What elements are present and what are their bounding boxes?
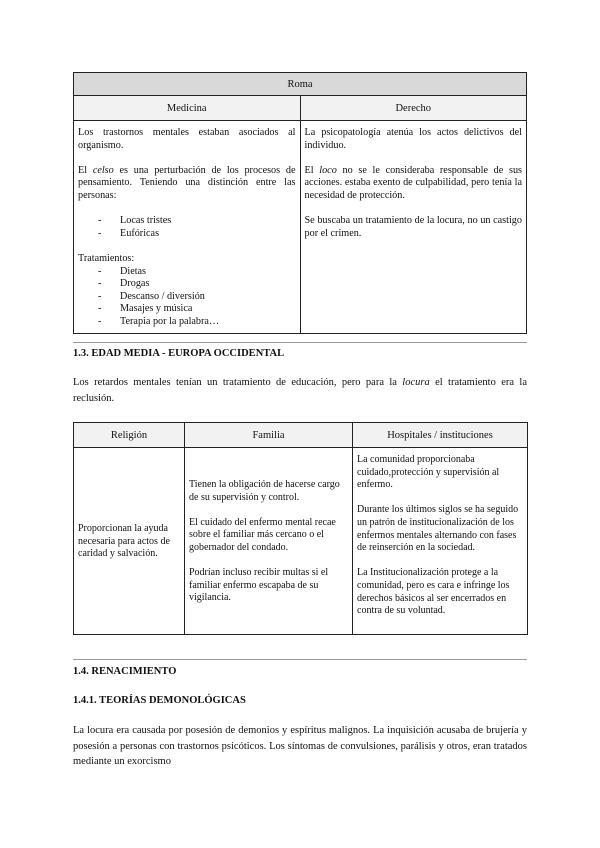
list-item: - Eufóricas xyxy=(78,228,296,241)
familia-p1: Tienen la obligación de hacerse cargo de su supervisión y control. xyxy=(189,479,340,503)
roma-title: Roma xyxy=(74,73,527,96)
section-141-heading: 1.4.1. TEORÍAS DEMONOLÓGICAS xyxy=(73,695,246,706)
familia-p3: Podrían incluso recibir multas si el familiar enfermo escapaba de su vigilancia. xyxy=(189,567,329,604)
familia-cell xyxy=(185,448,353,635)
derecho-cell xyxy=(300,121,527,334)
derecho-p3: Se buscaba un tratamiento de la locura, no un castigo por el crimen. xyxy=(304,215,522,239)
medicina-p2: El celso es una perturbación de los procesos de pensamiento. Teniendo una distinción entre las personas: xyxy=(78,164,296,201)
section-divider xyxy=(73,659,527,660)
tratamientos-list xyxy=(78,266,296,329)
section-divider xyxy=(73,342,527,343)
list-item: - Descanso / diversión xyxy=(78,291,296,304)
tratamientos-label: Tratamientos: xyxy=(78,252,135,264)
medicina-p1: Los trastornos mentales estaban asociados al organismo. xyxy=(78,127,296,151)
medicina-cell xyxy=(74,121,301,334)
list-item: - Masajes y música xyxy=(78,303,296,316)
list-item: - Locas tristes xyxy=(78,215,296,228)
section-13-text: Los retardos mentales tenían un tratamiento de educación, pero para la locura el tratamiento era la reclusión. xyxy=(73,377,527,404)
hospitales-p3: La Institucionalización protege a la comunidad, pero es cara e infringe los derechos básicos al ser encerrados en contra de su voluntad. xyxy=(357,567,510,617)
hospitales-p1: La comunidad proporcionaba cuidado,protección y supervisión al enfermo. xyxy=(357,454,500,491)
list-item: - Dietas xyxy=(78,266,296,279)
roma-table xyxy=(73,72,527,334)
section-14-heading: 1.4. RENACIMIENTO xyxy=(73,666,177,677)
list-item: - Terapia por la palabra… xyxy=(78,316,296,329)
edad-media-table xyxy=(73,422,528,635)
derecho-p1: La psicopatología atenúa los actos delictivos del individuo. xyxy=(304,127,522,151)
religion-header: Religión xyxy=(74,423,185,448)
hospitales-cell xyxy=(353,448,528,635)
hospitales-p2: Durante los últimos siglos se ha seguido un patrón de institucionalización de los enfermos mentales alternando con fases de reinserción en la sociedad. xyxy=(357,504,519,554)
derecho-p2: El loco no se le consideraba responsable de sus acciones. estaba exento de culpabilidad, pero tenía la necesidad de protección. xyxy=(304,164,523,201)
section-141-text: La locura era causada por posesión de demonios y espíritus malignos. La inquisición acusaba de brujería y posesión a personas con trastornos psicóticos. Los síntomas de convulsiones, parálisis y otros, eran tratados mediante un exorcismo xyxy=(73,725,527,768)
religion-cell: Proporcionan la ayuda necesaria para actos de caridad y salvación. xyxy=(74,448,185,635)
medicina-header: Medicina xyxy=(74,96,301,121)
personas-list xyxy=(78,215,296,240)
list-item: - Drogas xyxy=(78,278,296,291)
section-13-heading: 1.3. EDAD MEDIA - EUROPA OCCIDENTAL xyxy=(73,348,285,359)
hospitales-header: Hospitales / instituciones xyxy=(353,423,528,448)
familia-p2: El cuidado del enfermo mental recae sobre el familiar más cercano o el gobernador del condado. xyxy=(189,516,336,553)
familia-header: Familia xyxy=(185,423,353,448)
derecho-header: Derecho xyxy=(300,96,527,121)
